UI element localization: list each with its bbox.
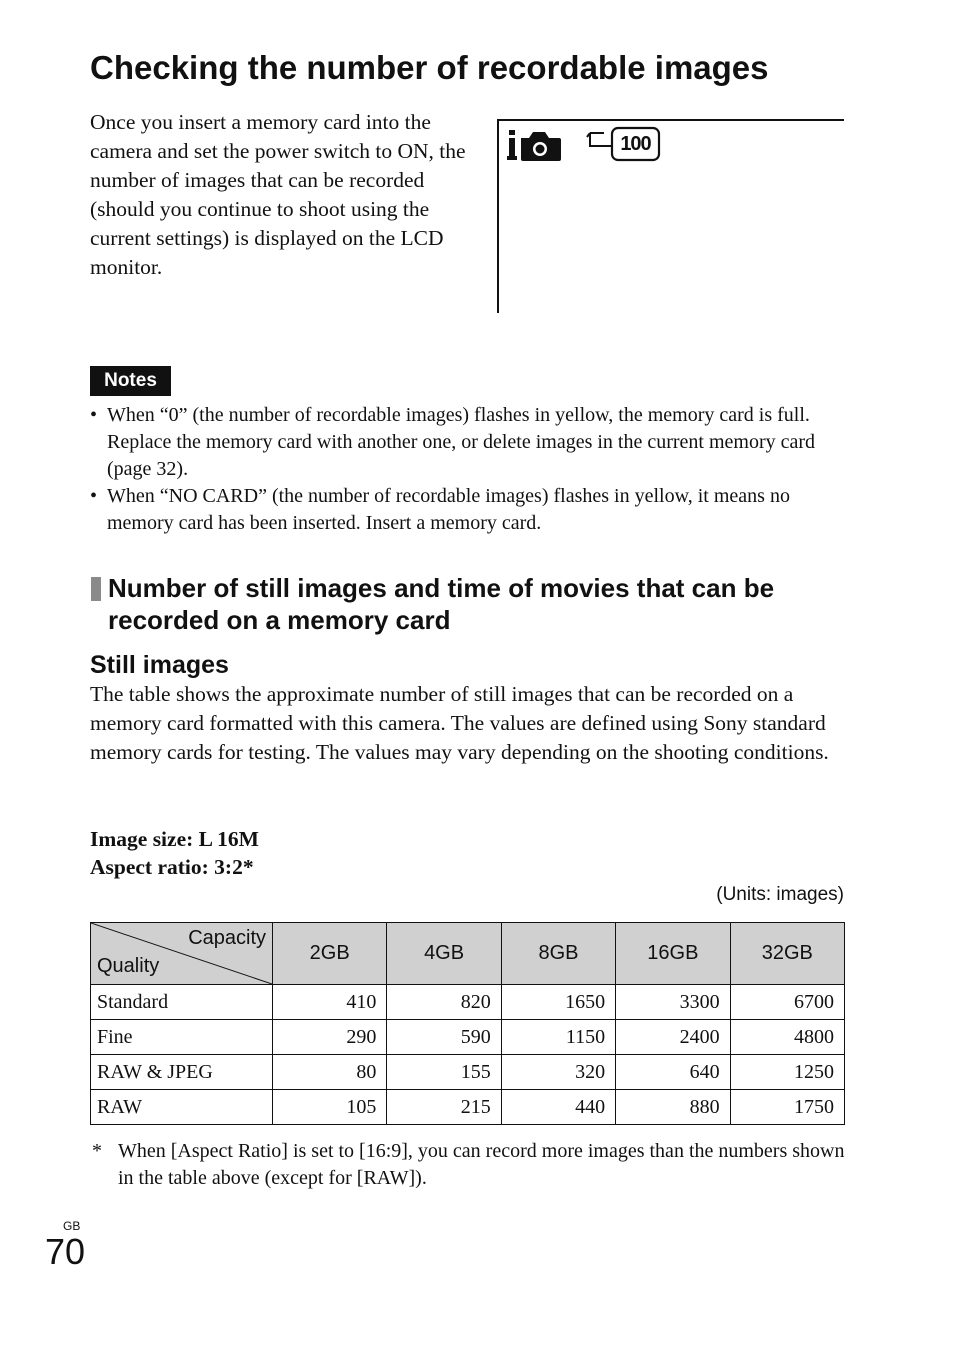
value-cell: 4800 (730, 1020, 844, 1055)
units-note: (Units: images) (716, 884, 844, 905)
quality-cell: Standard (91, 985, 273, 1020)
column-header: 4GB (387, 923, 501, 985)
column-header: 16GB (616, 923, 730, 985)
intro-paragraph: Once you insert a memory card into the camera and set the power switch to ON, the number of images that can be recorded (should you continue to shoot using the current settings) is displayed on the LCD monitor. (90, 110, 466, 279)
footnote (90, 1138, 850, 1192)
section-marker (91, 577, 101, 601)
value-cell: 2400 (616, 1020, 730, 1055)
value-cell: 320 (501, 1055, 615, 1090)
column-header: 2GB (273, 923, 387, 985)
value-cell: 80 (273, 1055, 387, 1090)
quality-header: Quality (97, 955, 160, 977)
footnote-text: When [Aspect Ratio] is set to [16:9], you can record more images than the numbers shown in the table above (except for [RAW]). (118, 1140, 845, 1189)
quality-cell: Fine (91, 1020, 273, 1055)
column-header: 8GB (501, 923, 615, 985)
value-cell: 290 (273, 1020, 387, 1055)
value-cell: 6700 (730, 985, 844, 1020)
table-row (91, 1055, 845, 1090)
value-cell: 1150 (501, 1020, 615, 1055)
column-header: 32GB (730, 923, 844, 985)
capacity-table (90, 922, 845, 1125)
subheading-still-images: Still images (90, 651, 229, 679)
still-images-description: The table shows the approximate number of still images that can be recorded on a memory card formatted with this camera. The values are defined using Sony standard memory cards for testing. The values may vary depending on the shooting conditions. (90, 682, 829, 764)
value-cell: 215 (387, 1090, 501, 1125)
remaining-shots-indicator (582, 125, 662, 163)
capacity-header: Capacity (188, 927, 266, 949)
notes-badge: Notes (90, 366, 171, 396)
quality-cell: RAW & JPEG (91, 1055, 273, 1090)
note-item: • When “NO CARD” (the number of recordable images) flashes in yellow, it means no memory card has been inserted. Insert a memory card. (90, 483, 850, 537)
value-cell: 880 (616, 1090, 730, 1125)
notes-list (90, 402, 850, 537)
value-cell: 590 (387, 1020, 501, 1055)
value-cell: 1750 (730, 1090, 844, 1125)
value-cell: 820 (387, 985, 501, 1020)
value-cell: 410 (273, 985, 387, 1020)
table-row (91, 1090, 845, 1125)
note-item: • When “0” (the number of recordable images) flashes in yellow, the memory card is full. Replace the memory card with another one, or delete images in the current memory card (page 32). (90, 402, 850, 483)
table-row (91, 1020, 845, 1055)
footnote-mark: * (92, 1140, 102, 1162)
value-cell: 440 (501, 1090, 615, 1125)
page-title: Checking the number of recordable images (90, 49, 769, 86)
table-row (91, 985, 845, 1020)
value-cell: 1650 (501, 985, 615, 1020)
quality-cell: RAW (91, 1090, 273, 1125)
page-number: 70 (45, 1231, 86, 1272)
intelligent-auto-camera-icon (507, 127, 563, 163)
table-corner-cell (91, 923, 273, 985)
value-cell: 1250 (730, 1055, 844, 1090)
value-cell: 105 (273, 1090, 387, 1125)
value-cell: 155 (387, 1055, 501, 1090)
value-cell: 3300 (616, 985, 730, 1020)
page-region-code: GB (63, 1219, 81, 1233)
remaining-count: 100 (620, 133, 651, 155)
spec-lines (90, 825, 259, 881)
value-cell: 640 (616, 1055, 730, 1090)
table-header-row (91, 923, 845, 985)
aspect-ratio-label: Aspect ratio: 3:2* (90, 855, 254, 879)
image-size-label: Image size: L 16M (90, 827, 259, 851)
section-heading: Number of still images and time of movies that can be recorded on a memory card (108, 573, 775, 635)
